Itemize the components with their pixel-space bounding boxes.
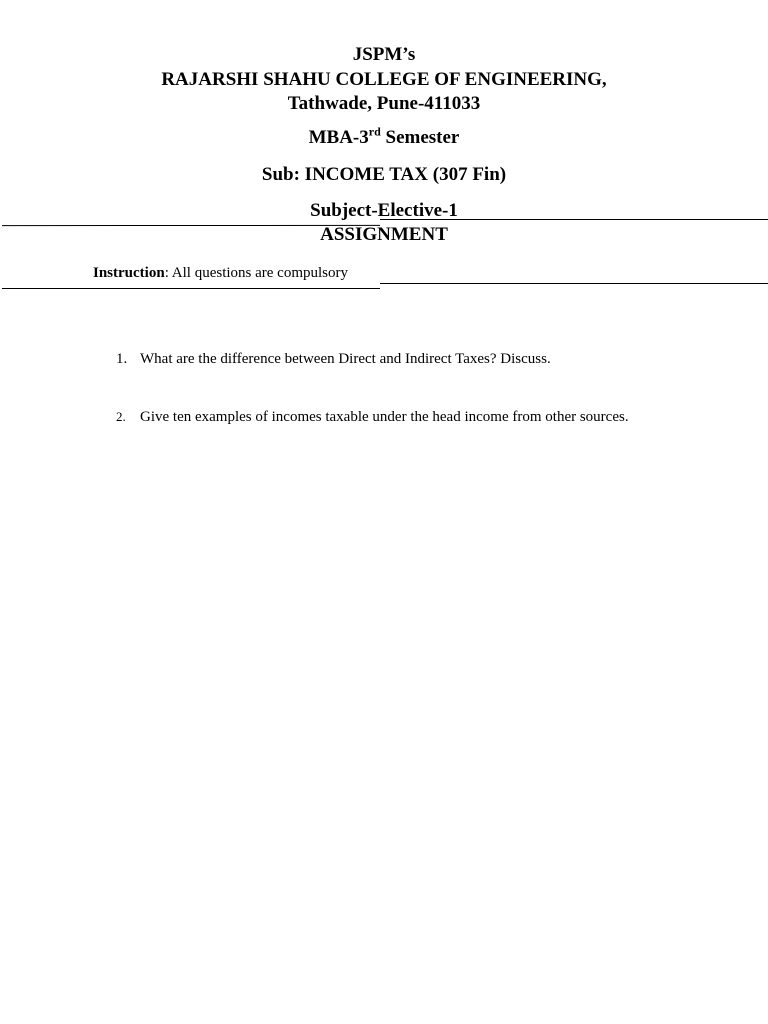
college-name: RAJARSHI SHAHU COLLEGE OF ENGINEERING, [161,69,607,90]
question-number: 1. [116,351,128,367]
subject-elective: Subject-Elective-1 [310,200,458,221]
program-suffix: Semester [380,127,460,148]
divider-bottom-right [380,283,768,284]
question-list [108,344,694,460]
assignment-heading: ASSIGNMENT [320,224,448,245]
divider-bottom-left [2,288,380,289]
program-superscript: rd [368,124,381,139]
question-text: Give ten examples of incomes taxable under the head income from other sources. [140,409,629,425]
divider-top-right [380,219,768,220]
subject-title: Sub: INCOME TAX (307 Fin) [261,164,507,185]
question-text: What are the difference between Direct and Indirect Taxes? Discuss. [140,351,551,367]
college-address: Tathwade, Pune-411033 [287,93,481,114]
instruction-label: Instruction [93,265,165,281]
instruction-line [93,263,348,283]
instruction-text: : All questions are compulsory [164,265,348,281]
question-number: 2. [116,409,126,424]
program-prefix: MBA-3 [308,127,369,148]
question-item [108,344,694,374]
program-semester [0,126,768,150]
org-name: JSPM’s [352,44,416,65]
question-item [108,402,694,432]
